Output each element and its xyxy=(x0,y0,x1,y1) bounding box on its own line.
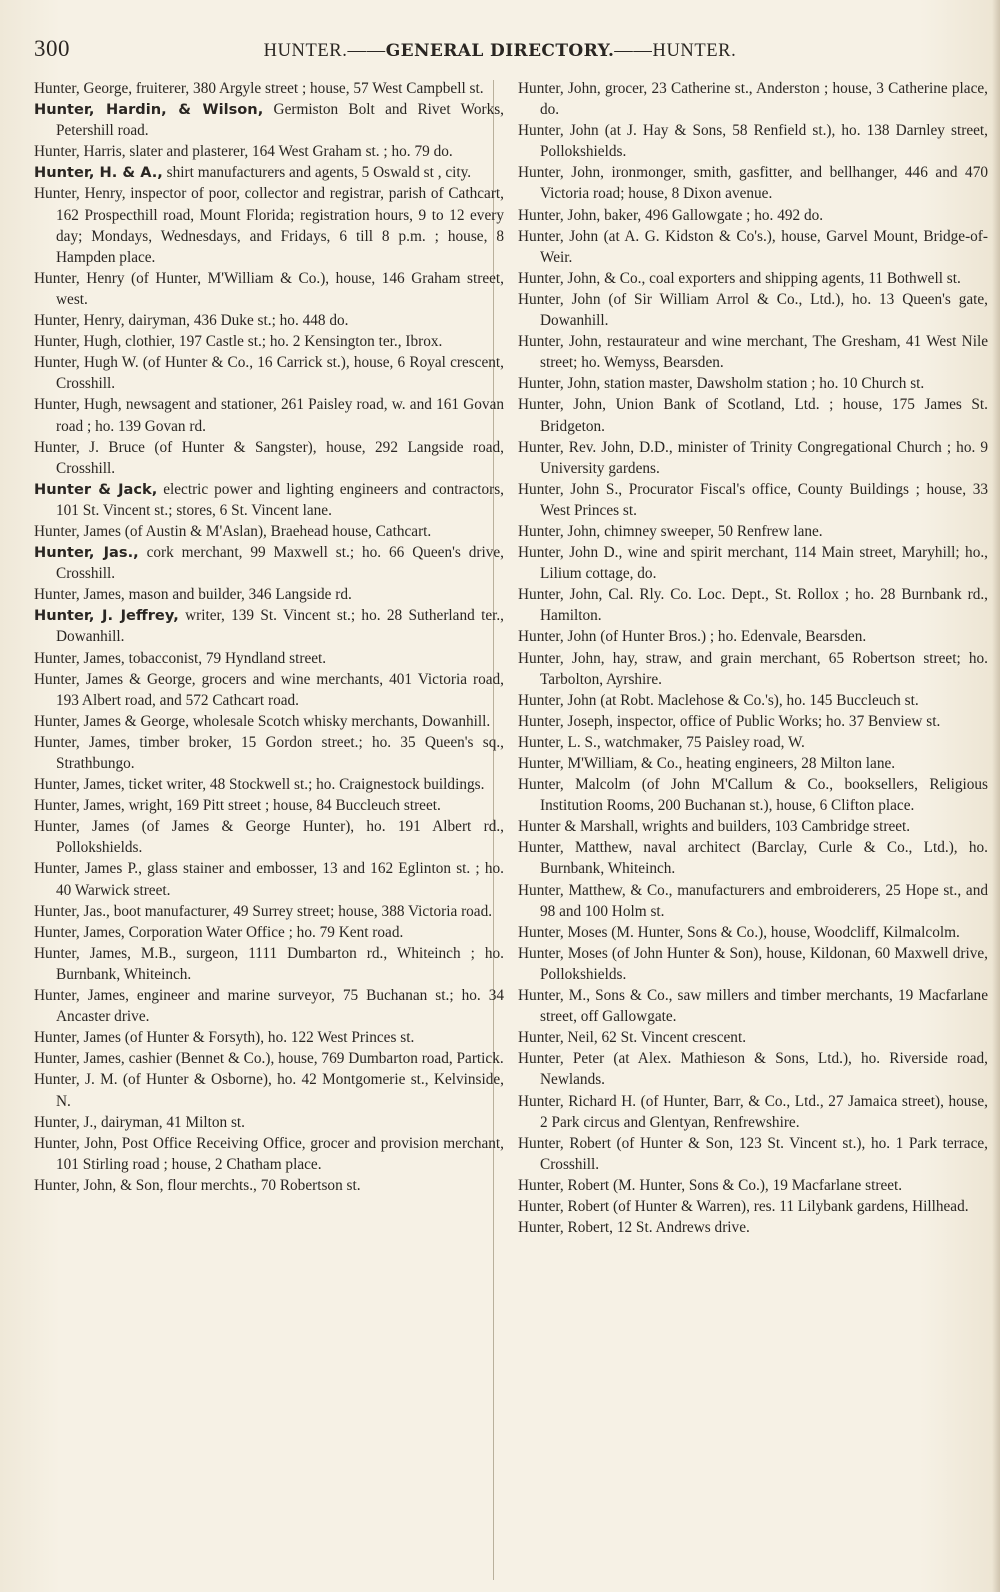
entry-name: Hunter, xyxy=(34,1134,80,1152)
entry-name: Hunter, xyxy=(34,333,80,351)
entry-name: Hunter, xyxy=(518,628,564,646)
entry-name: Hunter, xyxy=(34,923,80,941)
entry-name: Hunter, xyxy=(34,312,80,330)
directory-entry xyxy=(518,1027,988,1048)
entry-text: James, tobacconist, 79 Hyndland street. xyxy=(83,649,327,667)
entry-text: Rev. John, D.D., minister of Trinity Congregational Church ; ho. 9 University gardens. xyxy=(540,438,988,477)
running-title-right: HUNTER. xyxy=(652,41,737,61)
directory-entry xyxy=(518,289,988,331)
entry-text: James, mason and builder, 346 Langside rd. xyxy=(83,586,352,604)
entry-name: Hunter, xyxy=(518,122,564,140)
entry-text: John (at A. G. Kidston & Co's.), house, Garvel Mount, Bridge-of-Weir. xyxy=(540,227,988,266)
directory-entry xyxy=(518,373,988,394)
entry-name: Hunter, xyxy=(34,860,80,878)
directory-entry xyxy=(518,584,988,626)
entry-name: Hunter, xyxy=(518,776,564,794)
entry-text: John (at J. Hay & Sons, 58 Renfield st.), ho. 138 Darnley street, Pollokshields. xyxy=(540,122,988,161)
entry-text: James & George, grocers and wine merchants, 401 Victoria road, 193 Albert road, and 572 Cathcart road. xyxy=(56,670,504,709)
entry-name: Hunter, xyxy=(34,522,80,540)
entry-name: Hunter, xyxy=(518,522,564,540)
directory-entry xyxy=(34,1027,504,1048)
entry-text: cork merchant, 99 Maxwell st.; ho. 66 Queen's drive, Crosshill. xyxy=(56,544,504,583)
page-edge-shadow xyxy=(992,0,1000,1592)
entry-name: Hunter, xyxy=(518,333,564,351)
directory-entry xyxy=(518,479,988,521)
directory-entry xyxy=(518,226,988,268)
entry-name: Hunter, xyxy=(518,1134,564,1152)
entry-text: Robert (of Hunter & Warren), res. 11 Lilybank gardens, Hillhead. xyxy=(567,1197,969,1215)
entry-text: Moses (M. Hunter, Sons & Co.), house, Woodcliff, Kilmalcolm. xyxy=(567,923,960,941)
entry-name: Hunter & Jack, xyxy=(34,480,158,498)
entry-name: Hunter, xyxy=(518,987,564,1005)
entry-text: John, Cal. Rly. Co. Loc. Dept., St. Rollox ; ho. 28 Burnbank rd., Hamilton. xyxy=(540,586,988,625)
directory-entry xyxy=(34,1069,504,1111)
directory-entry xyxy=(518,985,988,1027)
directory-entry xyxy=(518,1133,988,1175)
directory-entry xyxy=(518,816,988,837)
entry-text: James, M.B., surgeon, 1111 Dumbarton rd., Whiteinch ; ho. Burnbank, Whiteinch. xyxy=(56,944,504,983)
entry-text: Germiston Bolt and Rivet Works, Petershill road. xyxy=(56,101,504,140)
entry-text: shirt manufacturers and agents, 5 Oswald st , city. xyxy=(166,164,472,182)
entry-text: M'William, & Co., heating engineers, 28 Milton lane. xyxy=(567,755,896,772)
entry-name: Hunter, xyxy=(34,1071,80,1089)
directory-entry xyxy=(34,331,504,352)
entry-name: Hunter, xyxy=(34,733,80,751)
entry-text: James, wright, 169 Pitt street ; house, 84 Buccleuch street. xyxy=(83,797,441,815)
directory-entry xyxy=(34,521,504,542)
entry-text: John, grocer, 23 Catherine st., Anderston ; house, 3 Catherine place, do. xyxy=(540,80,988,119)
entry-name: Hunter, xyxy=(34,712,80,730)
entry-text: John, Post Office Receiving Office, grocer and provision merchant, 101 Stirling road ; house, 2 Chatham place. xyxy=(56,1134,504,1173)
directory-entry xyxy=(34,183,504,267)
entry-name: Hunter, xyxy=(518,712,564,730)
directory-entry xyxy=(518,880,988,922)
entry-name: Hunter, xyxy=(518,1197,564,1215)
directory-entry xyxy=(518,1217,988,1238)
entry-name: Hunter xyxy=(518,818,561,836)
entry-text: John, baker, 496 Gallowgate ; ho. 492 do. xyxy=(567,206,824,224)
entry-text: & Marshall, wrights and builders, 103 Cambridge street. xyxy=(564,818,911,836)
entry-name: Hunter, xyxy=(34,944,80,962)
entry-text: Joseph, inspector, office of Public Works; ho. 37 Benview st. xyxy=(567,712,941,730)
entry-text: John S., Procurator Fiscal's office, County Buildings ; house, 33 West Princes st. xyxy=(540,480,988,519)
directory-entry xyxy=(34,162,504,183)
entry-text: Hugh, clothier, 197 Castle st.; ho. 2 Kensington ter., Ibrox. xyxy=(83,333,443,351)
directory-entry xyxy=(34,605,504,647)
entry-text: James P., glass stainer and embosser, 13 and 162 Eglinton st. ; ho. 40 Warwick street. xyxy=(56,860,504,899)
entry-name: Hunter, xyxy=(518,80,564,97)
entry-name: Hunter, xyxy=(518,1176,564,1194)
entry-name: Hunter, xyxy=(34,185,80,203)
entry-name: Hunter, xyxy=(518,649,564,667)
entry-name: Hunter, xyxy=(518,839,564,857)
entry-name: Hunter, xyxy=(34,354,80,372)
entry-text: Henry (of Hunter, M'William & Co.), house, 146 Graham street, west. xyxy=(56,269,504,308)
entry-name: Hunter, xyxy=(518,586,564,604)
entry-name: Hunter, xyxy=(34,1176,80,1194)
directory-entry xyxy=(34,1133,504,1175)
entry-name: Hunter, xyxy=(518,164,564,182)
directory-entry xyxy=(518,78,988,120)
entry-name: Hunter, J. Jeffrey, xyxy=(34,607,179,625)
entry-name: Hunter, xyxy=(34,438,80,456)
entry-name: Hunter, xyxy=(518,206,564,224)
entry-text: L. S., watchmaker, 75 Paisley road, W. xyxy=(567,733,805,751)
entry-name: Hunter, Hardin, & Wilson, xyxy=(34,101,264,119)
directory-entry xyxy=(518,690,988,711)
entry-text: James, engineer and marine surveyor, 75 Buchanan st.; ho. 34 Ancaster drive. xyxy=(56,987,504,1026)
entry-text: J. M. (of Hunter & Osborne), ho. 42 Montgomerie st., Kelvinside, N. xyxy=(56,1071,504,1110)
entry-name: Hunter, xyxy=(34,1113,80,1131)
directory-entry xyxy=(34,669,504,711)
directory-entry xyxy=(518,732,988,753)
entry-name: Hunter, xyxy=(34,586,80,604)
directory-entry xyxy=(518,626,988,647)
entry-name: Hunter, xyxy=(34,1029,80,1047)
entry-text: James (of Hunter & Forsyth), ho. 122 West Princes st. xyxy=(83,1029,415,1047)
entry-text: John, & Son, flour merchts., 70 Robertson st. xyxy=(83,1176,361,1194)
entry-text: Jas., boot manufacturer, 49 Surrey street; house, 388 Victoria road. xyxy=(83,902,493,920)
running-title: HUNTER.——GENERAL DIRECTORY.——HUNTER. xyxy=(263,41,737,61)
entry-name: Hunter, xyxy=(518,923,564,941)
entry-name: Hunter, xyxy=(34,902,80,920)
directory-entry xyxy=(518,1196,988,1217)
entry-text: Hugh, newsagent and stationer, 261 Paisley road, w. and 161 Govan road ; ho. 139 Govan rd. xyxy=(56,396,504,435)
directory-entry xyxy=(34,1048,504,1069)
directory-entry xyxy=(34,268,504,310)
directory-entry xyxy=(34,901,504,922)
directory-entry xyxy=(34,141,504,162)
entry-name: Hunter, H. & A., xyxy=(34,164,163,182)
entry-text: Neil, 62 St. Vincent crescent. xyxy=(567,1029,747,1047)
entry-text: J., dairyman, 41 Milton st. xyxy=(83,1113,245,1131)
entry-name: Hunter, xyxy=(518,227,564,245)
entry-name: Hunter, xyxy=(34,396,80,414)
entry-text: John (of Hunter Bros.) ; ho. Edenvale, Bearsden. xyxy=(567,628,867,646)
directory-entry xyxy=(518,394,988,436)
directory-entry xyxy=(34,922,504,943)
directory-entry xyxy=(518,774,988,816)
directory-entry xyxy=(34,479,504,521)
directory-entry xyxy=(34,795,504,816)
entry-name: Hunter, xyxy=(34,987,80,1005)
directory-entry xyxy=(518,837,988,879)
directory-entry xyxy=(34,352,504,394)
directory-entry xyxy=(518,331,988,373)
directory-entry xyxy=(34,78,504,99)
entry-text: John, chimney sweeper, 50 Renfrew lane. xyxy=(567,522,823,540)
entry-text: writer, 139 St. Vincent st.; ho. 28 Sutherland ter., Dowanhill. xyxy=(56,607,504,646)
entry-text: John, restaurateur and wine merchant, The Gresham, 41 West Nile street; ho. Wemyss, Bearsden. xyxy=(540,333,988,372)
entry-text: Robert, 12 St. Andrews drive. xyxy=(567,1219,750,1237)
entry-text: Henry, inspector of poor, collector and registrar, parish of Cathcart, 162 Prospecthill road, Mount Florida; registration hours, 9 to 12 every day; Mondays, Wednesdays, and Fridays, 6 till 8 p.m. ; house, 8 Hampden place. xyxy=(56,185,504,266)
entry-name: Hunter, xyxy=(34,269,80,287)
entry-text: Malcolm (of John M'Callum & Co., booksellers, Religious Institution Rooms, 200 Buchanan st.), house, 6 Clifton place. xyxy=(540,776,988,815)
directory-entry xyxy=(518,753,988,774)
entry-name: Hunter, xyxy=(518,1219,564,1237)
entry-text: John (of Sir William Arrol & Co., Ltd.), ho. 13 Queen's gate, Dowanhill. xyxy=(540,290,988,330)
entry-text: John D., wine and spirit merchant, 114 Main street, Maryhill; ho., Lilium cottage, do. xyxy=(540,544,988,583)
entry-name: Hunter, Jas., xyxy=(34,544,139,562)
directory-entry xyxy=(518,711,988,732)
entry-text: Hugh W. (of Hunter & Co., 16 Carrick st.), house, 6 Royal crescent, Crosshill. xyxy=(56,354,504,393)
entry-name: Hunter, xyxy=(518,438,564,456)
directory-entry xyxy=(34,1175,504,1196)
running-title-center: GENERAL DIRECTORY. xyxy=(385,41,615,61)
running-title-left: HUNTER. xyxy=(263,41,348,61)
entry-name: Hunter, xyxy=(518,881,564,899)
entry-name: Hunter, xyxy=(518,733,564,751)
directory-entry xyxy=(34,943,504,985)
directory-entry xyxy=(518,162,988,204)
entry-text: Robert (of Hunter & Son, 123 St. Vincent st.), ho. 1 Park terrace, Crosshill. xyxy=(540,1134,988,1173)
directory-entry xyxy=(34,774,504,795)
entry-text: Matthew, & Co., manufacturers and embroiderers, 25 Hope st., and 98 and 100 Holm st. xyxy=(540,881,988,920)
directory-entry xyxy=(518,1048,988,1090)
entry-text: John, Union Bank of Scotland, Ltd. ; house, 175 James St. Bridgeton. xyxy=(540,396,988,435)
entry-text: James, cashier (Bennet & Co.), house, 769 Dumbarton road, Partick. xyxy=(83,1050,504,1068)
page-number: 300 xyxy=(34,36,70,61)
entry-text: John, hay, straw, and grain merchant, 65 Robertson street; ho. Tarbolton, Ayrshire. xyxy=(540,649,988,688)
entry-name: Hunter, xyxy=(518,375,564,393)
entry-name: Hunter, xyxy=(518,544,564,562)
entry-text: electric power and lighting engineers and contractors, 101 St. Vincent st.; stores, 6 St. Vincent lane. xyxy=(56,480,504,519)
directory-entry xyxy=(34,711,504,732)
entry-text: Matthew, naval architect (Barclay, Curle & Co., Ltd.), ho. Burnbank, Whiteinch. xyxy=(540,839,988,878)
entry-name: Hunter, xyxy=(34,649,80,667)
entry-name: Hunter, xyxy=(518,269,564,287)
directory-entry xyxy=(518,648,988,690)
entry-name: Hunter, xyxy=(518,944,564,962)
page-header xyxy=(34,36,970,70)
entry-name: Hunter, xyxy=(518,1092,564,1110)
entry-text: Harris, slater and plasterer, 164 West Graham st. ; ho. 79 do. xyxy=(83,143,453,161)
entry-text: Peter (at Alex. Mathieson & Sons, Ltd.), ho. Riverside road, Newlands. xyxy=(540,1050,988,1089)
directory-entry xyxy=(34,394,504,436)
directory-entry xyxy=(34,648,504,669)
entry-text: John, & Co., coal exporters and shipping agents, 11 Bothwell st. xyxy=(567,269,961,287)
entry-text: Henry, dairyman, 436 Duke st.; ho. 448 do. xyxy=(83,312,349,330)
directory-entry xyxy=(34,985,504,1027)
directory-entry xyxy=(518,922,988,943)
left-column xyxy=(34,78,504,1586)
entry-text: M., Sons & Co., saw millers and timber merchants, 19 Macfarlane street, off Gallowgate. xyxy=(540,987,988,1026)
directory-entry xyxy=(518,268,988,289)
entry-name: Hunter, xyxy=(518,396,564,414)
directory-entry xyxy=(34,584,504,605)
directory-entry xyxy=(518,542,988,584)
directory-entry xyxy=(518,1175,988,1196)
directory-entry xyxy=(34,437,504,479)
entry-name: Hunter, xyxy=(518,480,564,498)
directory-entry xyxy=(518,120,988,162)
entry-name: Hunter, xyxy=(34,1050,80,1068)
directory-entry xyxy=(34,310,504,331)
directory-entry xyxy=(34,99,504,141)
entry-text: Moses (of John Hunter & Son), house, Kildonan, 60 Maxwell drive, Pollokshields. xyxy=(540,944,988,983)
directory-entry xyxy=(34,1112,504,1133)
directory-entry xyxy=(34,732,504,774)
entry-name: Hunter, xyxy=(518,290,564,308)
directory-entry xyxy=(518,943,988,985)
entry-text: James, ticket writer, 48 Stockwell st.; ho. Craignestock buildings. xyxy=(83,776,485,794)
entry-text: James, timber broker, 15 Gordon street.; ho. 35 Queen's sq., Strathbungo. xyxy=(56,733,504,772)
entry-name: Hunter, xyxy=(518,755,564,772)
directory-entry xyxy=(518,521,988,542)
entry-text: J. Bruce (of Hunter & Sangster), house, 292 Langside road, Crosshill. xyxy=(56,438,504,477)
entry-name: Hunter, xyxy=(34,797,80,815)
entry-name: Hunter, xyxy=(34,776,80,794)
directory-entry xyxy=(34,542,504,584)
entry-text: Richard H. (of Hunter, Barr, & Co., Ltd., 27 Jamaica street), house, 2 Park circus and Glentyan, Renfrewshire. xyxy=(540,1092,988,1131)
directory-columns xyxy=(34,78,990,1586)
entry-name: Hunter, xyxy=(34,80,80,97)
entry-name: Hunter, xyxy=(34,143,80,161)
entry-text: John, ironmonger, smith, gasfitter, and bellhanger, 446 and 470 Victoria road; house, 8 Dixon avenue. xyxy=(540,164,988,203)
entry-text: John (at Robt. Maclehose & Co.'s), ho. 145 Buccleuch st. xyxy=(567,691,919,709)
entry-text: John, station master, Dawsholm station ; ho. 10 Church st. xyxy=(567,375,925,393)
entry-name: Hunter, xyxy=(34,818,80,836)
entry-text: James (of James & George Hunter), ho. 191 Albert rd., Pollokshields. xyxy=(56,818,504,857)
entry-name: Hunter, xyxy=(518,1050,564,1068)
entry-name: Hunter, xyxy=(518,1029,564,1047)
entry-text: James & George, wholesale Scotch whisky merchants, Dowanhill. xyxy=(83,712,491,730)
entry-text: James, Corporation Water Office ; ho. 79 Kent road. xyxy=(83,923,404,941)
directory-entry xyxy=(34,858,504,900)
directory-entry xyxy=(518,1091,988,1133)
entry-text: George, fruiterer, 380 Argyle street ; house, 57 West Campbell st. xyxy=(83,80,484,97)
directory-entry xyxy=(518,437,988,479)
right-column xyxy=(518,78,988,1586)
directory-entry xyxy=(518,205,988,226)
entry-text: Robert (M. Hunter, Sons & Co.), 19 Macfarlane street. xyxy=(567,1176,903,1194)
entry-name: Hunter, xyxy=(34,670,80,688)
entry-text: James (of Austin & M'Aslan), Braehead house, Cathcart. xyxy=(83,522,432,540)
entry-name: Hunter, xyxy=(518,691,564,709)
directory-entry xyxy=(34,816,504,858)
